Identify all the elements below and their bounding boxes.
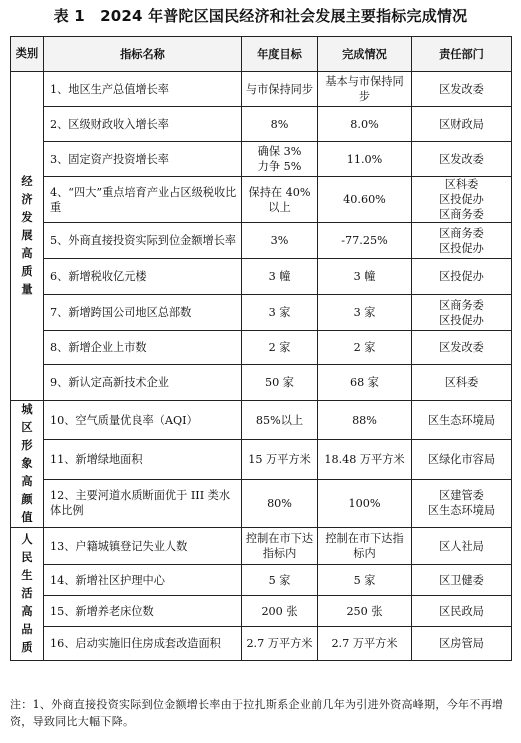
responsible-department: 区发改委 [412, 331, 512, 365]
responsible-department: 区绿化市容局 [412, 440, 512, 479]
table-row [11, 142, 512, 177]
responsible-department: 区房管局 [412, 627, 512, 661]
completion-status: 3 幢 [318, 259, 412, 295]
indicator-name: 11、新增绿地面积 [44, 440, 242, 479]
responsible-department: 区人社局 [412, 528, 512, 565]
completion-status: 2 家 [318, 331, 412, 365]
table-row [11, 440, 512, 479]
responsible-department: 区商务委 区投促办 [412, 295, 512, 331]
responsible-department: 区科委 区投促办 区商务委 [412, 177, 512, 223]
indicator-table [10, 36, 512, 661]
table-row [11, 401, 512, 440]
completion-status: 88% [318, 401, 412, 440]
header-department: 责任部门 [412, 37, 512, 72]
table-row [11, 528, 512, 565]
table-row [11, 177, 512, 223]
responsible-department: 区发改委 [412, 72, 512, 107]
indicator-name: 15、新增养老床位数 [44, 596, 242, 627]
indicator-name: 12、主要河道水质断面优于 III 类水体比例 [44, 479, 242, 527]
responsible-department: 区科委 [412, 365, 512, 401]
header-row [11, 37, 512, 72]
table-row [11, 596, 512, 627]
annual-target: 3 家 [242, 295, 318, 331]
indicator-name: 6、新增税收亿元楼 [44, 259, 242, 295]
category-cityscape: 城区形象高颜值 [11, 401, 44, 528]
indicator-name: 16、启动实施旧住房成套改造面积 [44, 627, 242, 661]
responsible-department: 区生态环境局 [412, 401, 512, 440]
header-completion: 完成情况 [318, 37, 412, 72]
table-row [11, 627, 512, 661]
completion-status: 基本与市保持同步 [318, 72, 412, 107]
table-row [11, 223, 512, 259]
annual-target: 控制在市下达指标内 [242, 528, 318, 565]
completion-status: 18.48 万平方米 [318, 440, 412, 479]
indicator-name: 2、区级财政收入增长率 [44, 107, 242, 142]
table-row [11, 479, 512, 527]
annual-target: 2.7 万平方米 [242, 627, 318, 661]
annual-target: 确保 3% 力争 5% [242, 142, 318, 177]
indicator-name: 10、空气质量优良率（AQI） [44, 401, 242, 440]
annual-target: 80% [242, 479, 318, 527]
indicator-name: 8、新增企业上市数 [44, 331, 242, 365]
indicator-name: 1、地区生产总值增长率 [44, 72, 242, 107]
annual-target: 3 幢 [242, 259, 318, 295]
annual-target: 与市保持同步 [242, 72, 318, 107]
annual-target: 200 张 [242, 596, 318, 627]
indicator-name: 9、新认定高新技术企业 [44, 365, 242, 401]
completion-status: 11.0% [318, 142, 412, 177]
table-row [11, 331, 512, 365]
completion-status: 2.7 万平方米 [318, 627, 412, 661]
completion-status: 3 家 [318, 295, 412, 331]
responsible-department: 区建管委 区生态环境局 [412, 479, 512, 527]
completion-status: 68 家 [318, 365, 412, 401]
indicator-name: 5、外商直接投资实际到位金额增长率 [44, 223, 242, 259]
completion-status: 100% [318, 479, 412, 527]
category-livelihood: 人民生活高品质 [11, 528, 44, 661]
header-target: 年度目标 [242, 37, 318, 72]
annual-target: 保持在 40%以上 [242, 177, 318, 223]
table-row [11, 259, 512, 295]
header-name: 指标名称 [44, 37, 242, 72]
completion-status: 250 张 [318, 596, 412, 627]
annual-target: 5 家 [242, 565, 318, 596]
table-row [11, 565, 512, 596]
indicator-name: 7、新增跨国公司地区总部数 [44, 295, 242, 331]
indicator-name: 14、新增社区护理中心 [44, 565, 242, 596]
annual-target: 85%以上 [242, 401, 318, 440]
annual-target: 2 家 [242, 331, 318, 365]
completion-status: 控制在市下达指标内 [318, 528, 412, 565]
responsible-department: 区发改委 [412, 142, 512, 177]
annual-target: 15 万平方米 [242, 440, 318, 479]
responsible-department: 区投促办 [412, 259, 512, 295]
table-row [11, 365, 512, 401]
completion-status: 40.60% [318, 177, 412, 223]
annual-target: 8% [242, 107, 318, 142]
responsible-department: 区财政局 [412, 107, 512, 142]
completion-status: 8.0% [318, 107, 412, 142]
annual-target: 3% [242, 223, 318, 259]
completion-status: 5 家 [318, 565, 412, 596]
table-row [11, 72, 512, 107]
indicator-name: 3、固定资产投资增长率 [44, 142, 242, 177]
completion-status: -77.25% [318, 223, 412, 259]
indicator-name: 4、“四大”重点培育产业占区级税收比重 [44, 177, 242, 223]
table-title: 表 1 2024 年普陀区国民经济和社会发展主要指标完成情况 [53, 7, 468, 25]
responsible-department: 区卫健委 [412, 565, 512, 596]
responsible-department: 区商务委 区投促办 [412, 223, 512, 259]
footnote: 注：1、外商直接投资实际到位金额增长率由于拉扎斯系企业前几年为引进外资高峰期，今年不再增资，导致同比大幅下降。 [10, 698, 504, 728]
table-row [11, 107, 512, 142]
table-row [11, 295, 512, 331]
responsible-department: 区民政局 [412, 596, 512, 627]
annual-target: 50 家 [242, 365, 318, 401]
header-category: 类别 [11, 37, 44, 72]
category-economy: 经济发展高质量 [11, 72, 44, 401]
indicator-name: 13、户籍城镇登记失业人数 [44, 528, 242, 565]
